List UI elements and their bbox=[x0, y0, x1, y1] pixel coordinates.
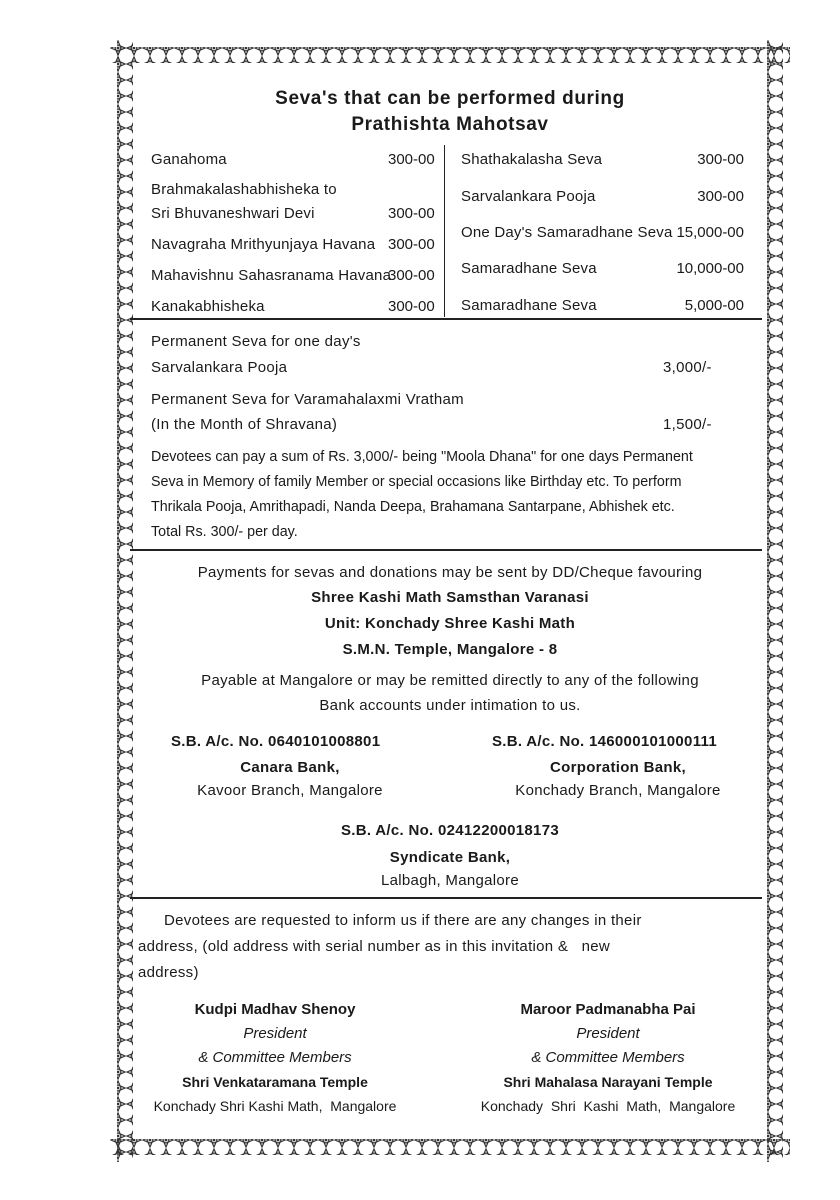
paragraph-line: Thrikala Pooja, Amrithapadi, Nanda Deepa, Brahamana Santarpane, Abhishek etc. bbox=[151, 499, 675, 515]
seva-amount: 300-00 bbox=[697, 188, 744, 205]
bank-account-number: S.B. A/c. No. 0640101008801 bbox=[171, 733, 381, 750]
bank-branch: Kavoor Branch, Mangalore bbox=[197, 782, 383, 799]
signatory-committee: & Committee Members bbox=[531, 1049, 685, 1066]
signatory-place: Konchady Shri Kashi Math, Mangalore bbox=[153, 1098, 397, 1114]
permanent-seva-line: Permanent Seva for Varamahalaxmi Vratham bbox=[151, 391, 464, 408]
seva-name: Shathakalasha Seva bbox=[461, 151, 603, 168]
signatory-committee: & Committee Members bbox=[198, 1049, 352, 1066]
section-divider bbox=[130, 897, 762, 899]
seva-name: Samaradhane Seva bbox=[461, 297, 597, 314]
moola-dhana-paragraph bbox=[151, 445, 751, 545]
signatory-temple: Shri Venkataramana Temple bbox=[182, 1074, 368, 1090]
bank-branch: Konchady Branch, Mangalore bbox=[515, 782, 721, 799]
permanent-seva-amount: 3,000/- bbox=[663, 359, 712, 376]
permanent-seva-line: (In the Month of Shravana) bbox=[151, 416, 338, 433]
bank-name: Corporation Bank, bbox=[550, 759, 686, 776]
top-ornament-border bbox=[110, 40, 790, 70]
bank-branch: Lalbagh, Mangalore bbox=[381, 872, 519, 889]
right-ornament-border bbox=[760, 40, 790, 1162]
seva-amount: 300-00 bbox=[388, 151, 435, 168]
payee-unit: Unit: Konchady Shree Kashi Math bbox=[324, 615, 576, 632]
signatory-left bbox=[140, 998, 410, 1118]
signatory-role: President bbox=[576, 1025, 640, 1042]
seva-amount: 300-00 bbox=[388, 267, 435, 284]
paragraph-line: Devotees can pay a sum of Rs. 3,000/- being "Moola Dhana" for one days Permanent bbox=[151, 449, 693, 465]
payee-name: Shree Kashi Math Samsthan Varanasi bbox=[311, 589, 589, 606]
title-line-2: Prathishta Mahotsav bbox=[351, 114, 549, 135]
seva-amount: 300-00 bbox=[388, 298, 435, 315]
paragraph-line: Total Rs. 300/- per day. bbox=[151, 524, 298, 540]
payment-intro: Payments for sevas and donations may be sent by DD/Cheque favouring bbox=[197, 564, 703, 581]
bottom-ornament-border bbox=[110, 1132, 790, 1162]
seva-amount: 15,000-00 bbox=[676, 224, 744, 241]
left-ornament-border bbox=[110, 40, 140, 1162]
payee-address: S.M.N. Temple, Mangalore - 8 bbox=[342, 641, 558, 658]
seva-name: Ganahoma bbox=[151, 151, 227, 168]
title-line-1: Seva's that can be performed during bbox=[275, 88, 625, 109]
seva-name: Kanakabhisheka bbox=[151, 298, 265, 315]
permanent-seva-line: Sarvalankara Pooja bbox=[151, 359, 288, 376]
seva-amount: 10,000-00 bbox=[676, 260, 744, 277]
payment-note: Payable at Mangalore or may be remitted directly to any of the following bbox=[201, 672, 699, 689]
seva-amount: 5,000-00 bbox=[684, 297, 744, 314]
seva-name: Navagraha Mrithyunjaya Havana bbox=[151, 236, 376, 253]
permanent-seva-amount: 1,500/- bbox=[663, 416, 712, 433]
bank-account-number: S.B. A/c. No. 146000101000111 bbox=[492, 733, 717, 750]
page-title bbox=[140, 86, 760, 138]
request-line: address) bbox=[138, 964, 199, 981]
seva-amount: 300-00 bbox=[697, 151, 744, 168]
seva-name-continued: Sri Bhuvaneshwari Devi bbox=[151, 205, 315, 222]
section-divider bbox=[130, 318, 762, 320]
payment-note: Bank accounts under intimation to us. bbox=[319, 697, 581, 714]
bank-account-number: S.B. A/c. No. 02412200018173 bbox=[341, 822, 559, 839]
seva-name: Sarvalankara Pooja bbox=[461, 188, 596, 205]
seva-amount: 300-00 bbox=[388, 236, 435, 253]
permanent-seva-line: Permanent Seva for one day's bbox=[151, 333, 361, 350]
signatory-role: President bbox=[243, 1025, 307, 1042]
seva-name: Mahavishnu Sahasranama Havana bbox=[151, 267, 392, 284]
signatory-temple: Shri Mahalasa Narayani Temple bbox=[503, 1074, 713, 1090]
bank-name: Syndicate Bank, bbox=[389, 849, 511, 866]
signatory-right bbox=[470, 998, 746, 1118]
signatory-name: Kudpi Madhav Shenoy bbox=[194, 1001, 356, 1018]
request-line: address, (old address with serial number as in this invitation & new bbox=[138, 938, 611, 955]
signatory-name: Maroor Padmanabha Pai bbox=[520, 1001, 696, 1018]
paragraph-line: Seva in Memory of family Member or special occasions like Birthday etc. To perform bbox=[151, 474, 682, 490]
section-divider bbox=[130, 549, 762, 551]
seva-name: Samaradhane Seva bbox=[461, 260, 597, 277]
column-divider bbox=[444, 145, 445, 317]
seva-amount: 300-00 bbox=[388, 205, 435, 222]
seva-name: Brahmakalashabhisheka to bbox=[151, 181, 337, 198]
request-line: Devotees are requested to inform us if there are any changes in their bbox=[164, 912, 642, 929]
signatory-place: Konchady Shri Kashi Math, Mangalore bbox=[480, 1098, 736, 1114]
seva-name: One Day's Samaradhane Seva bbox=[461, 224, 673, 241]
bank-name: Canara Bank, bbox=[240, 759, 340, 776]
